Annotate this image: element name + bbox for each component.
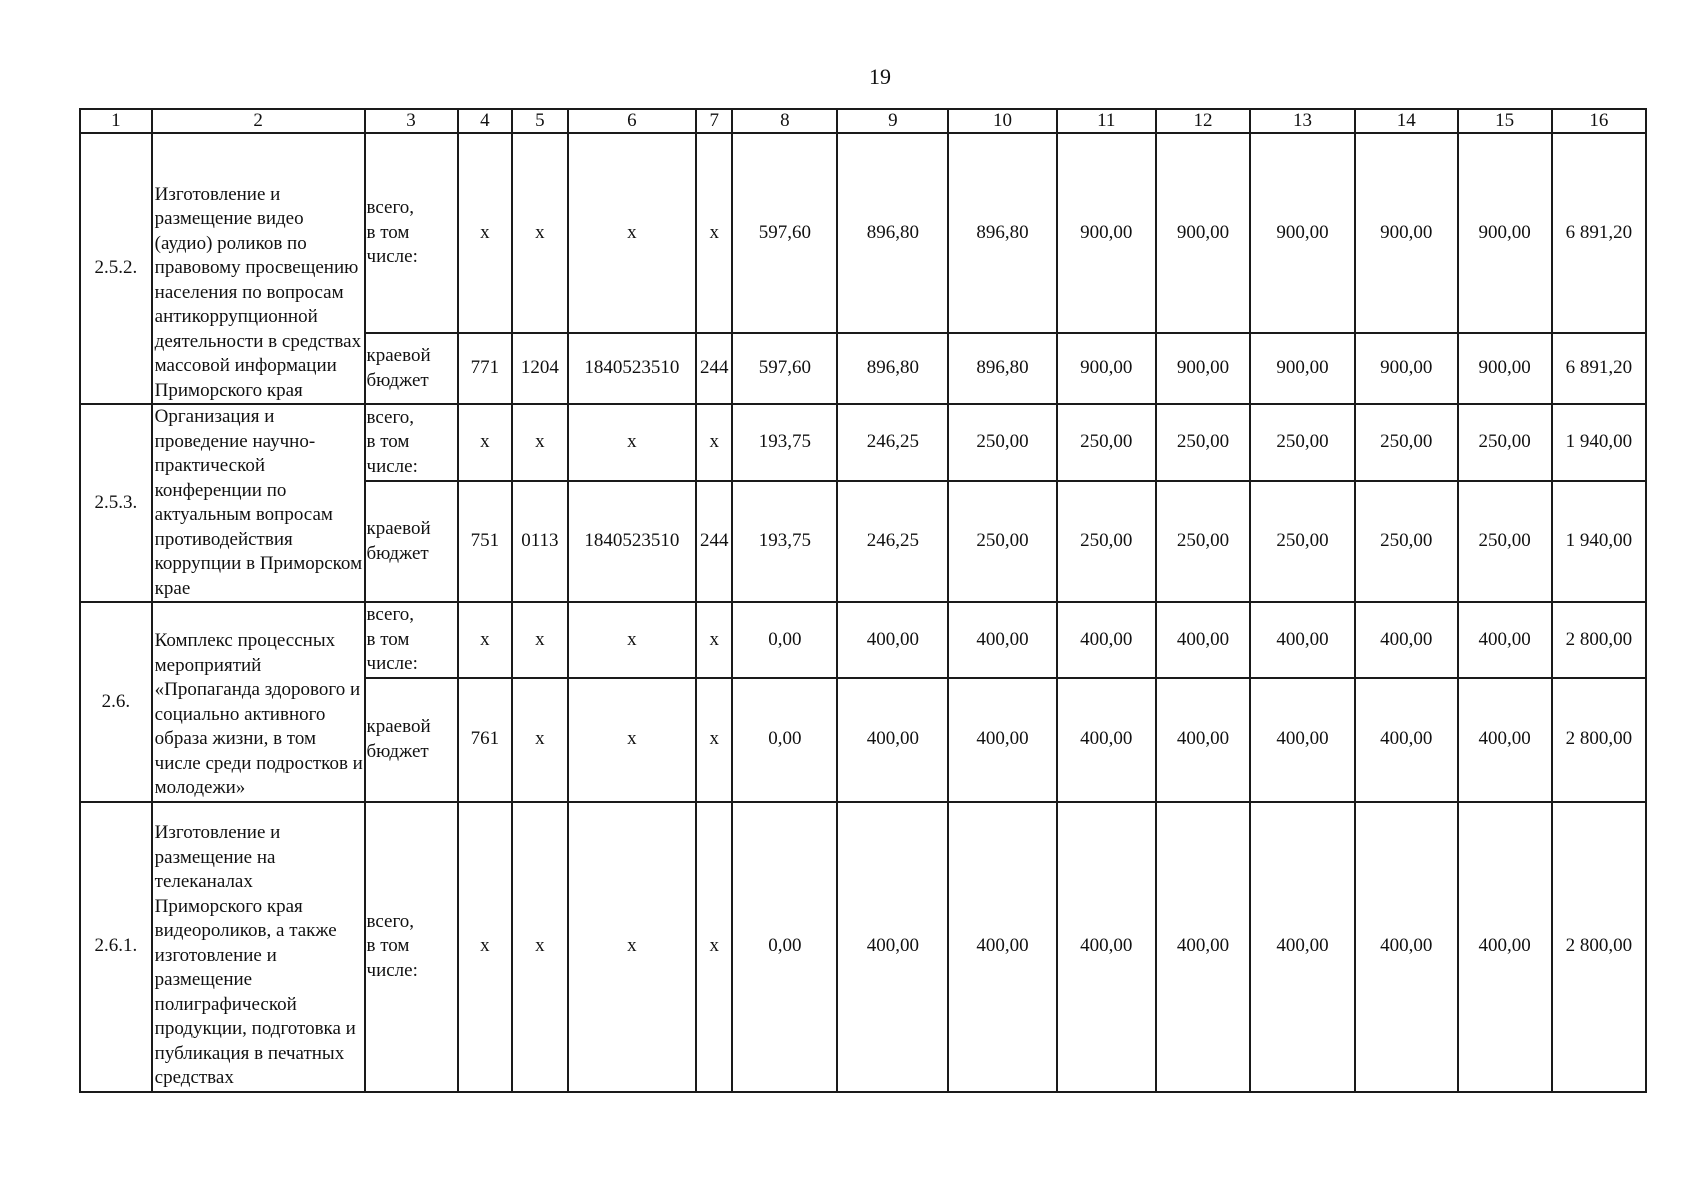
value-cell: 0,00 <box>732 602 837 678</box>
cell-col5: 0113 <box>512 481 568 602</box>
funding-source: краевой бюджет <box>365 678 458 802</box>
cell-col7: 244 <box>696 481 732 602</box>
cell-col4: 771 <box>458 333 513 404</box>
total-cell: 6 891,20 <box>1552 133 1646 333</box>
total-cell: 1 940,00 <box>1552 481 1646 602</box>
item-name: Изготовление и размещение видео (аудио) роликов по правовому просвещению населения по вопросам антикоррупционной деятельности в средствах массовой информации Приморского края <box>152 133 365 404</box>
cell-col6: 1840523510 <box>568 333 696 404</box>
value-cell: 900,00 <box>1355 133 1458 333</box>
total-cell: 1 940,00 <box>1552 404 1646 481</box>
value-cell: 400,00 <box>1156 678 1250 802</box>
column-header: 1 <box>80 109 152 133</box>
value-cell: 400,00 <box>837 602 948 678</box>
value-cell: 400,00 <box>837 678 948 802</box>
value-cell: 250,00 <box>1458 404 1552 481</box>
value-cell: 400,00 <box>1057 602 1156 678</box>
cell-col6: x <box>568 133 696 333</box>
value-cell: 900,00 <box>1250 333 1355 404</box>
column-header: 4 <box>458 109 513 133</box>
value-cell: 246,25 <box>837 481 948 602</box>
value-cell: 400,00 <box>948 802 1056 1092</box>
column-header: 14 <box>1355 109 1458 133</box>
column-header: 13 <box>1250 109 1355 133</box>
funding-source: краевой бюджет <box>365 333 458 404</box>
cell-col6: x <box>568 602 696 678</box>
cell-col6: x <box>568 802 696 1092</box>
column-header: 9 <box>837 109 948 133</box>
cell-col5: x <box>512 404 568 481</box>
value-cell: 250,00 <box>1458 481 1552 602</box>
value-cell: 400,00 <box>837 802 948 1092</box>
funding-source: всего, в том числе: <box>365 133 458 333</box>
cell-col4: x <box>458 802 513 1092</box>
column-header: 6 <box>568 109 696 133</box>
value-cell: 250,00 <box>948 404 1056 481</box>
value-cell: 400,00 <box>1458 678 1552 802</box>
cell-col4: 751 <box>458 481 513 602</box>
cell-col7: x <box>696 602 732 678</box>
item-code: 2.5.3. <box>80 404 152 602</box>
value-cell: 400,00 <box>1250 802 1355 1092</box>
value-cell: 597,60 <box>732 133 837 333</box>
funding-source: всего, в том числе: <box>365 602 458 678</box>
value-cell: 896,80 <box>948 133 1056 333</box>
column-header: 15 <box>1458 109 1552 133</box>
value-cell: 900,00 <box>1458 133 1552 333</box>
cell-col7: x <box>696 802 732 1092</box>
cell-col4: 761 <box>458 678 513 802</box>
total-cell: 6 891,20 <box>1552 333 1646 404</box>
value-cell: 400,00 <box>1057 678 1156 802</box>
cell-col7: x <box>696 404 732 481</box>
value-cell: 900,00 <box>1057 133 1156 333</box>
cell-col4: x <box>458 133 513 333</box>
value-cell: 0,00 <box>732 678 837 802</box>
value-cell: 246,25 <box>837 404 948 481</box>
cell-col6: 1840523510 <box>568 481 696 602</box>
value-cell: 250,00 <box>1250 404 1355 481</box>
value-cell: 250,00 <box>1250 481 1355 602</box>
column-header: 2 <box>152 109 365 133</box>
cell-col7: 244 <box>696 333 732 404</box>
column-header: 12 <box>1156 109 1250 133</box>
table-row <box>80 404 1646 481</box>
value-cell: 900,00 <box>1156 333 1250 404</box>
value-cell: 0,00 <box>732 802 837 1092</box>
funding-source: всего, в том числе: <box>365 404 458 481</box>
cell-col7: x <box>696 133 732 333</box>
item-name: Изготовление и размещение на телеканалах Приморского края видеороликов, а также изготовление и размещение полиграфической продукции, подготовка и публикация в печатных средствах <box>152 802 365 1092</box>
budget-table <box>79 108 1647 1093</box>
value-cell: 400,00 <box>1355 678 1458 802</box>
cell-col4: x <box>458 602 513 678</box>
cell-col5: x <box>512 602 568 678</box>
cell-col5: 1204 <box>512 333 568 404</box>
value-cell: 193,75 <box>732 404 837 481</box>
value-cell: 400,00 <box>1156 602 1250 678</box>
value-cell: 900,00 <box>1355 333 1458 404</box>
funding-source: всего, в том числе: <box>365 802 458 1092</box>
column-header: 3 <box>365 109 458 133</box>
value-cell: 900,00 <box>1057 333 1156 404</box>
value-cell: 250,00 <box>1156 404 1250 481</box>
item-code: 2.6. <box>80 602 152 802</box>
cell-col6: x <box>568 404 696 481</box>
value-cell: 193,75 <box>732 481 837 602</box>
value-cell: 896,80 <box>948 333 1056 404</box>
value-cell: 896,80 <box>837 333 948 404</box>
cell-col5: x <box>512 802 568 1092</box>
value-cell: 250,00 <box>1057 404 1156 481</box>
value-cell: 900,00 <box>1250 133 1355 333</box>
value-cell: 400,00 <box>1057 802 1156 1092</box>
cell-col6: x <box>568 678 696 802</box>
value-cell: 400,00 <box>1355 602 1458 678</box>
value-cell: 250,00 <box>1057 481 1156 602</box>
value-cell: 250,00 <box>948 481 1056 602</box>
page-number: 19 <box>869 64 891 89</box>
value-cell: 250,00 <box>1355 404 1458 481</box>
header-row <box>80 109 1646 133</box>
value-cell: 400,00 <box>948 602 1056 678</box>
item-name: Организация и проведение научно-практической конференции по актуальным вопросам противодействия коррупции в Приморском крае <box>152 404 365 602</box>
column-header: 7 <box>696 109 732 133</box>
value-cell: 400,00 <box>948 678 1056 802</box>
column-header: 5 <box>512 109 568 133</box>
value-cell: 400,00 <box>1250 602 1355 678</box>
cell-col5: x <box>512 678 568 802</box>
value-cell: 896,80 <box>837 133 948 333</box>
funding-source: краевой бюджет <box>365 481 458 602</box>
column-header: 11 <box>1057 109 1156 133</box>
column-header: 10 <box>948 109 1056 133</box>
value-cell: 900,00 <box>1156 133 1250 333</box>
total-cell: 2 800,00 <box>1552 602 1646 678</box>
total-cell: 2 800,00 <box>1552 802 1646 1092</box>
value-cell: 400,00 <box>1250 678 1355 802</box>
cell-col5: x <box>512 133 568 333</box>
value-cell: 400,00 <box>1458 802 1552 1092</box>
value-cell: 400,00 <box>1156 802 1250 1092</box>
cell-col7: x <box>696 678 732 802</box>
table-row <box>80 802 1646 1092</box>
value-cell: 250,00 <box>1156 481 1250 602</box>
total-cell: 2 800,00 <box>1552 678 1646 802</box>
column-header: 16 <box>1552 109 1646 133</box>
item-name: Комплекс процессных мероприятий «Пропаганда здорового и социально активного образа жизни, в том числе среди подростков и молодежи» <box>152 602 365 802</box>
value-cell: 400,00 <box>1458 602 1552 678</box>
cell-col4: x <box>458 404 513 481</box>
value-cell: 597,60 <box>732 333 837 404</box>
item-code: 2.6.1. <box>80 802 152 1092</box>
table-row <box>80 133 1646 333</box>
value-cell: 900,00 <box>1458 333 1552 404</box>
value-cell: 400,00 <box>1355 802 1458 1092</box>
value-cell: 250,00 <box>1355 481 1458 602</box>
item-code: 2.5.2. <box>80 133 152 404</box>
column-header: 8 <box>732 109 837 133</box>
table-row <box>80 602 1646 678</box>
